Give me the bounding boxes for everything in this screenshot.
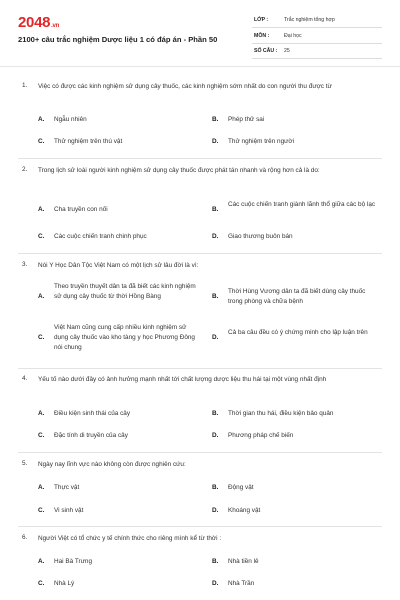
- option-text: Theo truyền thuyết dân ta đã biết các kinh nghiệm sử dụng cây thuốc từ thời Hồng Bàng: [54, 283, 196, 300]
- question-divider: [18, 253, 382, 254]
- option-letter: D.: [212, 138, 219, 145]
- option-text: Thực vật: [54, 484, 80, 491]
- option-text: Cha truyền con nối: [54, 206, 108, 213]
- option-letter: A.: [38, 293, 45, 300]
- meta-row-class: [252, 14, 382, 28]
- question-divider: [18, 368, 382, 369]
- option-text: Thời gian thu hái, điều kiện bảo quản: [228, 410, 334, 417]
- option-text: Phương pháp chế biến: [228, 432, 294, 439]
- meta-row-subject: [252, 30, 382, 44]
- question-text: Nói Y Học Dân Tộc Việt Nam có một lịch sử lâu đời là vì:: [38, 262, 199, 269]
- question-number: 5.: [22, 460, 28, 467]
- logo-sub: .vn: [51, 23, 59, 29]
- option-text: Cả ba câu đều có ý chứng minh cho lập luận trên: [228, 329, 368, 336]
- site-logo[interactable]: [18, 14, 59, 31]
- question-number: 6.: [22, 534, 28, 541]
- meta-row-count: [252, 45, 382, 59]
- option-letter: D.: [212, 580, 219, 587]
- option-letter: D.: [212, 432, 219, 439]
- option-letter: C.: [38, 432, 45, 439]
- option-text: Vi sinh vật: [54, 507, 84, 514]
- option-letter: A.: [38, 116, 45, 123]
- option-letter: C.: [38, 138, 45, 145]
- option-letter: D.: [212, 334, 219, 341]
- question-number: 1.: [22, 82, 28, 89]
- meta-value: Đại học: [284, 32, 302, 39]
- option-text: Việt Nam cũng cung cấp nhiều kinh nghiệm sử dụng cây thuốc vào kho tàng y học Phương Đông nói chung: [54, 324, 195, 351]
- meta-label: LỚP :: [254, 17, 269, 23]
- option-letter: B.: [212, 206, 219, 213]
- question-text: Yếu tố nào dưới đây có ảnh hưởng mạnh nhất tới chất lượng dược liệu thu hái tại một vùng nhất định: [38, 376, 327, 383]
- header-divider: [0, 66, 400, 67]
- document-title: 2100+ câu trắc nghiệm Dược liệu 1 có đáp án - Phần 50: [18, 35, 218, 44]
- option-text: Nhà Lý: [54, 580, 75, 587]
- meta-value: 25: [284, 48, 290, 54]
- option-text: Khoáng vật: [228, 507, 261, 514]
- option-letter: B.: [212, 484, 219, 491]
- option-text: Đặc tính di truyền của cây: [54, 432, 128, 439]
- logo-main: 2048: [18, 14, 51, 31]
- option-text: Nhà tiền lê: [228, 558, 259, 565]
- option-letter: D.: [212, 507, 219, 514]
- option-text: Phép thử sai: [228, 116, 265, 123]
- option-text: Ngẫu nhiên: [54, 116, 87, 123]
- option-text: Giao thương buôn bán: [228, 233, 293, 240]
- option-letter: A.: [38, 206, 45, 213]
- question-divider: [18, 526, 382, 527]
- question-number: 2.: [22, 166, 28, 173]
- document-header: [0, 0, 400, 72]
- option-letter: A.: [38, 410, 45, 417]
- option-text: Thử nghiệm trên thú vật: [54, 138, 123, 145]
- meta-box: [252, 14, 382, 61]
- meta-label: SỐ CÂU :: [254, 48, 278, 54]
- option-text: Nhà Trần: [228, 580, 255, 587]
- option-text: Thử nghiệm trên người: [228, 138, 295, 145]
- option-letter: C.: [38, 334, 45, 341]
- option-text: Các cuộc chiến tranh chinh phục: [54, 233, 147, 240]
- option-text: Hai Bà Trưng: [54, 558, 93, 565]
- meta-value: Trắc nghiệm tổng hợp: [284, 17, 335, 23]
- option-letter: A.: [38, 558, 45, 565]
- question-text: Ngày nay lĩnh vực nào không còn được nghiên cứu:: [38, 461, 186, 468]
- question-text: Người Việt có tổ chức y tế chính thức cho riêng mình kể từ thời :: [38, 535, 222, 542]
- option-text: Các cuộc chiến tranh giành lãnh thổ giữa các bộ lạc: [228, 201, 376, 208]
- question-text: Trong lịch sử loài người kinh nghiệm sử dụng cây thuốc được phát tán nhanh và rộng hơn cả là do:: [38, 167, 320, 174]
- question-text: Việc có được các kinh nghiệm sử dụng cây thuốc, các kinh nghiệm sớm nhất do con người thu được từ: [38, 83, 332, 90]
- question-number: 4.: [22, 375, 28, 382]
- question-divider: [18, 158, 382, 159]
- option-letter: A.: [38, 484, 45, 491]
- option-letter: C.: [38, 580, 45, 587]
- option-letter: B.: [212, 116, 219, 123]
- option-letter: C.: [38, 507, 45, 514]
- option-letter: B.: [212, 558, 219, 565]
- question-divider: [18, 452, 382, 453]
- question-number: 3.: [22, 261, 28, 268]
- option-text: Thời Hùng Vương dân ta đã biết dùng cây thuốc trong phòng và chữa bệnh: [228, 288, 366, 305]
- option-text: Điều kiện sinh thái của cây: [54, 410, 131, 417]
- option-letter: B.: [212, 410, 219, 417]
- option-text: Động vật: [228, 484, 254, 491]
- meta-label: MÔN :: [254, 32, 270, 39]
- option-letter: D.: [212, 233, 219, 240]
- option-letter: B.: [212, 293, 219, 300]
- option-letter: C.: [38, 233, 45, 240]
